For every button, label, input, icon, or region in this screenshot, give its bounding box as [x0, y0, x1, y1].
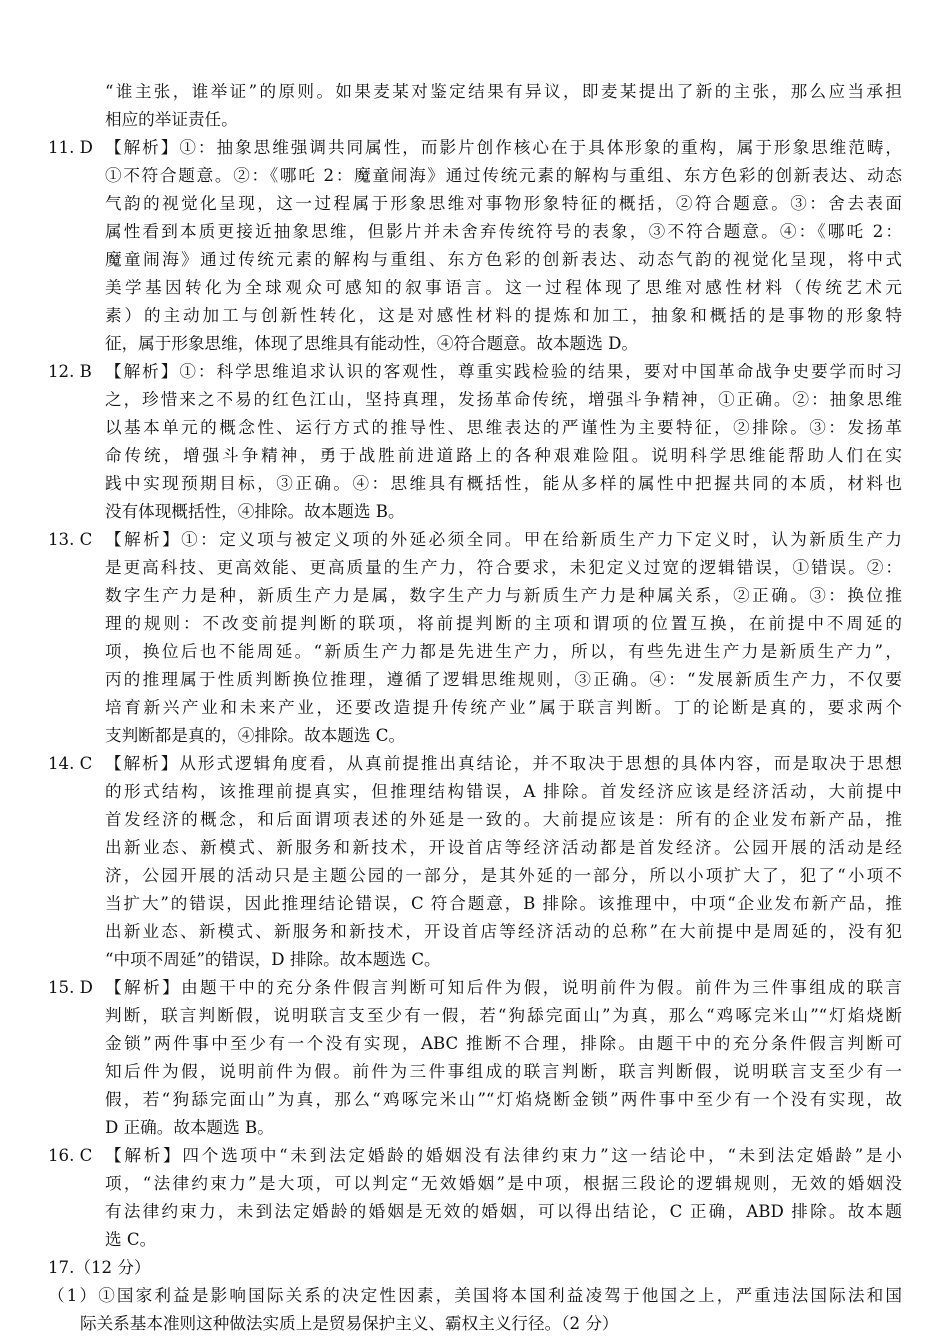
- answer-11: 11. D 【解析】①：抽象思维强调共同属性，而影片创作核心在于具体形象的重构，属于形象思维范畴，: [0, 134, 950, 162]
- text-line: 选 C。: [105, 1230, 157, 1249]
- text-line: 是更高科技、更高效能、更高质量的生产力，符合要求，未犯定义过宽的逻辑错误，①错误。②：: [105, 558, 902, 577]
- answer-16: 16. C 【解析】四个选项中“未到法定婚龄的婚姻没有法律约束力”这一结论中，“未到法定婚龄”是小: [0, 1142, 950, 1170]
- text-line: D 正确。故本题选 B。: [105, 1118, 274, 1137]
- text-line: 培育新兴产业和未来产业，还要改造提升传统产业”属于联言判断。丁的论断是真的，要求两个: [105, 698, 902, 717]
- text-line: 出新业态、新模式、新服务和新技术，开设首店等经济活动都是首发经济。公园开展的活动是经: [105, 838, 902, 857]
- text-line: 美学基因转化为全球观众可感知的叙事语言。这一过程体现了思维对感性材料（传统艺术元: [105, 278, 902, 297]
- text-line: 际关系基本准则这种做法实质上是贸易保护主义、霸权主义行径。（2 分）: [80, 1314, 619, 1333]
- text-line: 没有体现概括性，④排除。故本题选 B。: [105, 502, 405, 521]
- text-line: 知后件为假，说明前件为假。前件为三件事组成的联言判断，联言判断假，说明联言支至少有一: [105, 1062, 902, 1081]
- question-number: 12. B: [48, 362, 92, 381]
- text-line: 首发经济的概念，和后面谓项表述的外延是一致的。大前提应该是：所有的企业发布新产品，推: [105, 810, 902, 829]
- text-line: 命传统，增强斗争精神，勇于战胜前进道路上的各种艰难险阻。说明科学思维能帮助人们在实: [105, 446, 902, 465]
- text-line: 践中实现预期目标，③正确。④：思维具有概括性，能从多样的属性中把握共同的本质，材料也: [105, 474, 902, 493]
- text-line: 以基本单元的概念性、运行方式的推导性、思维表达的严谨性为主要特征，②排除。③：发扬革: [105, 418, 902, 437]
- text-line: 金锁”两件事中至少有一个没有实现，ABC 推断不合理，排除。由题干中的充分条件假言判断可: [105, 1034, 902, 1053]
- text-line: 征，属于形象思维，体现了思维具有能动性，④符合题意。故本题选 D。: [105, 334, 638, 353]
- text-line: 素）的主动加工与创新性转化，这是对感性材料的提炼和加工，抽象和概括的是事物的形象特: [105, 306, 902, 325]
- text-line: 有法律约束力，未到法定婚龄的婚姻是无效的婚姻，可以得出结论，C 正确，ABD 排除。故本题: [105, 1202, 902, 1221]
- text-line: ①不符合题意。②：《哪吒 2：魔童闹海》通过传统元素的解构与重组、东方色彩的创新表达、动态: [105, 166, 902, 185]
- text-line: 判断，联言判断假，说明联言支至少有一假，若“狗舔完面山”为真，那么“鸡啄完米山”“灯焰烧断: [105, 1006, 902, 1025]
- question-number: 11. D: [48, 138, 93, 157]
- text-line: 济，公园开展的活动只是主题公园的一部分，是其外延的一部分，所以小项扩大了，犯了“小项不: [105, 866, 902, 885]
- answer-13: 13. C 【解析】①：定义项与被定义项的外延必须全同。甲在给新质生产力下定义时，认为新质生产力: [0, 526, 950, 554]
- question-number: 13. C: [48, 530, 93, 549]
- question-number: 16. C: [48, 1146, 93, 1165]
- answer-15: 15. D 【解析】由题干中的充分条件假言判断可知后件为假，说明前件为假。前件为三件事组成的联言: [0, 974, 950, 1002]
- answer-12: 12. B 【解析】①：科学思维追求认识的客观性，尊重实践检验的结果，要对中国革命战争史要学而时习: [0, 358, 950, 386]
- text-line: 理的规则：不改变前提判断的联项，将前提判断的主项和谓项的位置互换，在前提中不周延的: [105, 614, 902, 633]
- text-line: 的形式结构，该推理前提真实，但推理结构错误，A 排除。首发经济应该是经济活动，大前提中: [105, 782, 902, 801]
- text-line: 丙的推理属于性质判断换位推理，遵循了逻辑思维规则，③正确。④：“发展新质生产力，不仅要: [105, 670, 902, 689]
- text-line: 假，若“狗舔完面山”为真，那么“鸡啄完米山”“灯焰烧断金锁”两件事中至少有一个没有实现，故: [105, 1090, 902, 1109]
- text-line: 属性看到本质更接近抽象思维，但影片并未舍弃传统符号的表象，③不符合题意。④：《哪吒 2：: [105, 222, 902, 241]
- text-line: 相应的举证责任。: [105, 110, 238, 129]
- text-line: 项，“法律约束力”是大项，可以判定“无效婚姻”是中项，根据三段论的逻辑规则，无效的婚姻没: [105, 1174, 902, 1193]
- text-line: 支判断都是真的，④排除。故本题选 C。: [105, 726, 406, 745]
- text-line: “中项不周延”的错误，D 排除。故本题选 C。: [105, 950, 441, 969]
- answer-17-heading: 17.（12 分）: [48, 1258, 151, 1277]
- text-line: 魔童闹海》通过传统元素的解构与重组、东方色彩的创新表达、动态气韵的视觉化呈现，将中式: [105, 250, 902, 269]
- text-line: 之，珍惜来之不易的红色江山，坚持真理，发扬革命传统，增强斗争精神，①正确。②：抽象思维: [105, 390, 902, 409]
- answer-14: 14. C 【解析】从形式逻辑角度看，从真前提推出真结论，并不取决于思想的具体内容，而是取决于思想: [0, 750, 950, 778]
- text-line: 项，换位后也不能周延。“新质生产力都是先进生产力，所以，有些先进生产力是新质生产力”，: [105, 642, 902, 661]
- text-line: “谁主张，谁举证”的原则。如果麦某对鉴定结果有异议，即麦某提出了新的主张，那么应当承担: [105, 82, 902, 101]
- answer-17-part1: （1）①国家利益是影响国际关系的决定性因素，美国将本国利益凌驾于他国之上，严重违法国际法和国: [48, 1286, 902, 1305]
- text-line: 数字生产力是种，新质生产力是属，数字生产力与新质生产力是种属关系，②正确。③：换位推: [105, 586, 902, 605]
- text-line: 出新业态、新模式、新服务和新技术，开设首店等经济活动的总称”在大前提中是周延的，没有犯: [105, 922, 902, 941]
- question-number: 14. C: [48, 754, 93, 773]
- question-number: 15. D: [48, 978, 93, 997]
- text-line: 当扩大”的错误，因此推理结论错误，C 符合题意，B 排除。该推理中，中项“企业发布新产品，推: [105, 894, 902, 913]
- text-line: 气韵的视觉化呈现，这一过程属于形象思维对事物形象特征的概括，②符合题意。③：舍去表面: [105, 194, 902, 213]
